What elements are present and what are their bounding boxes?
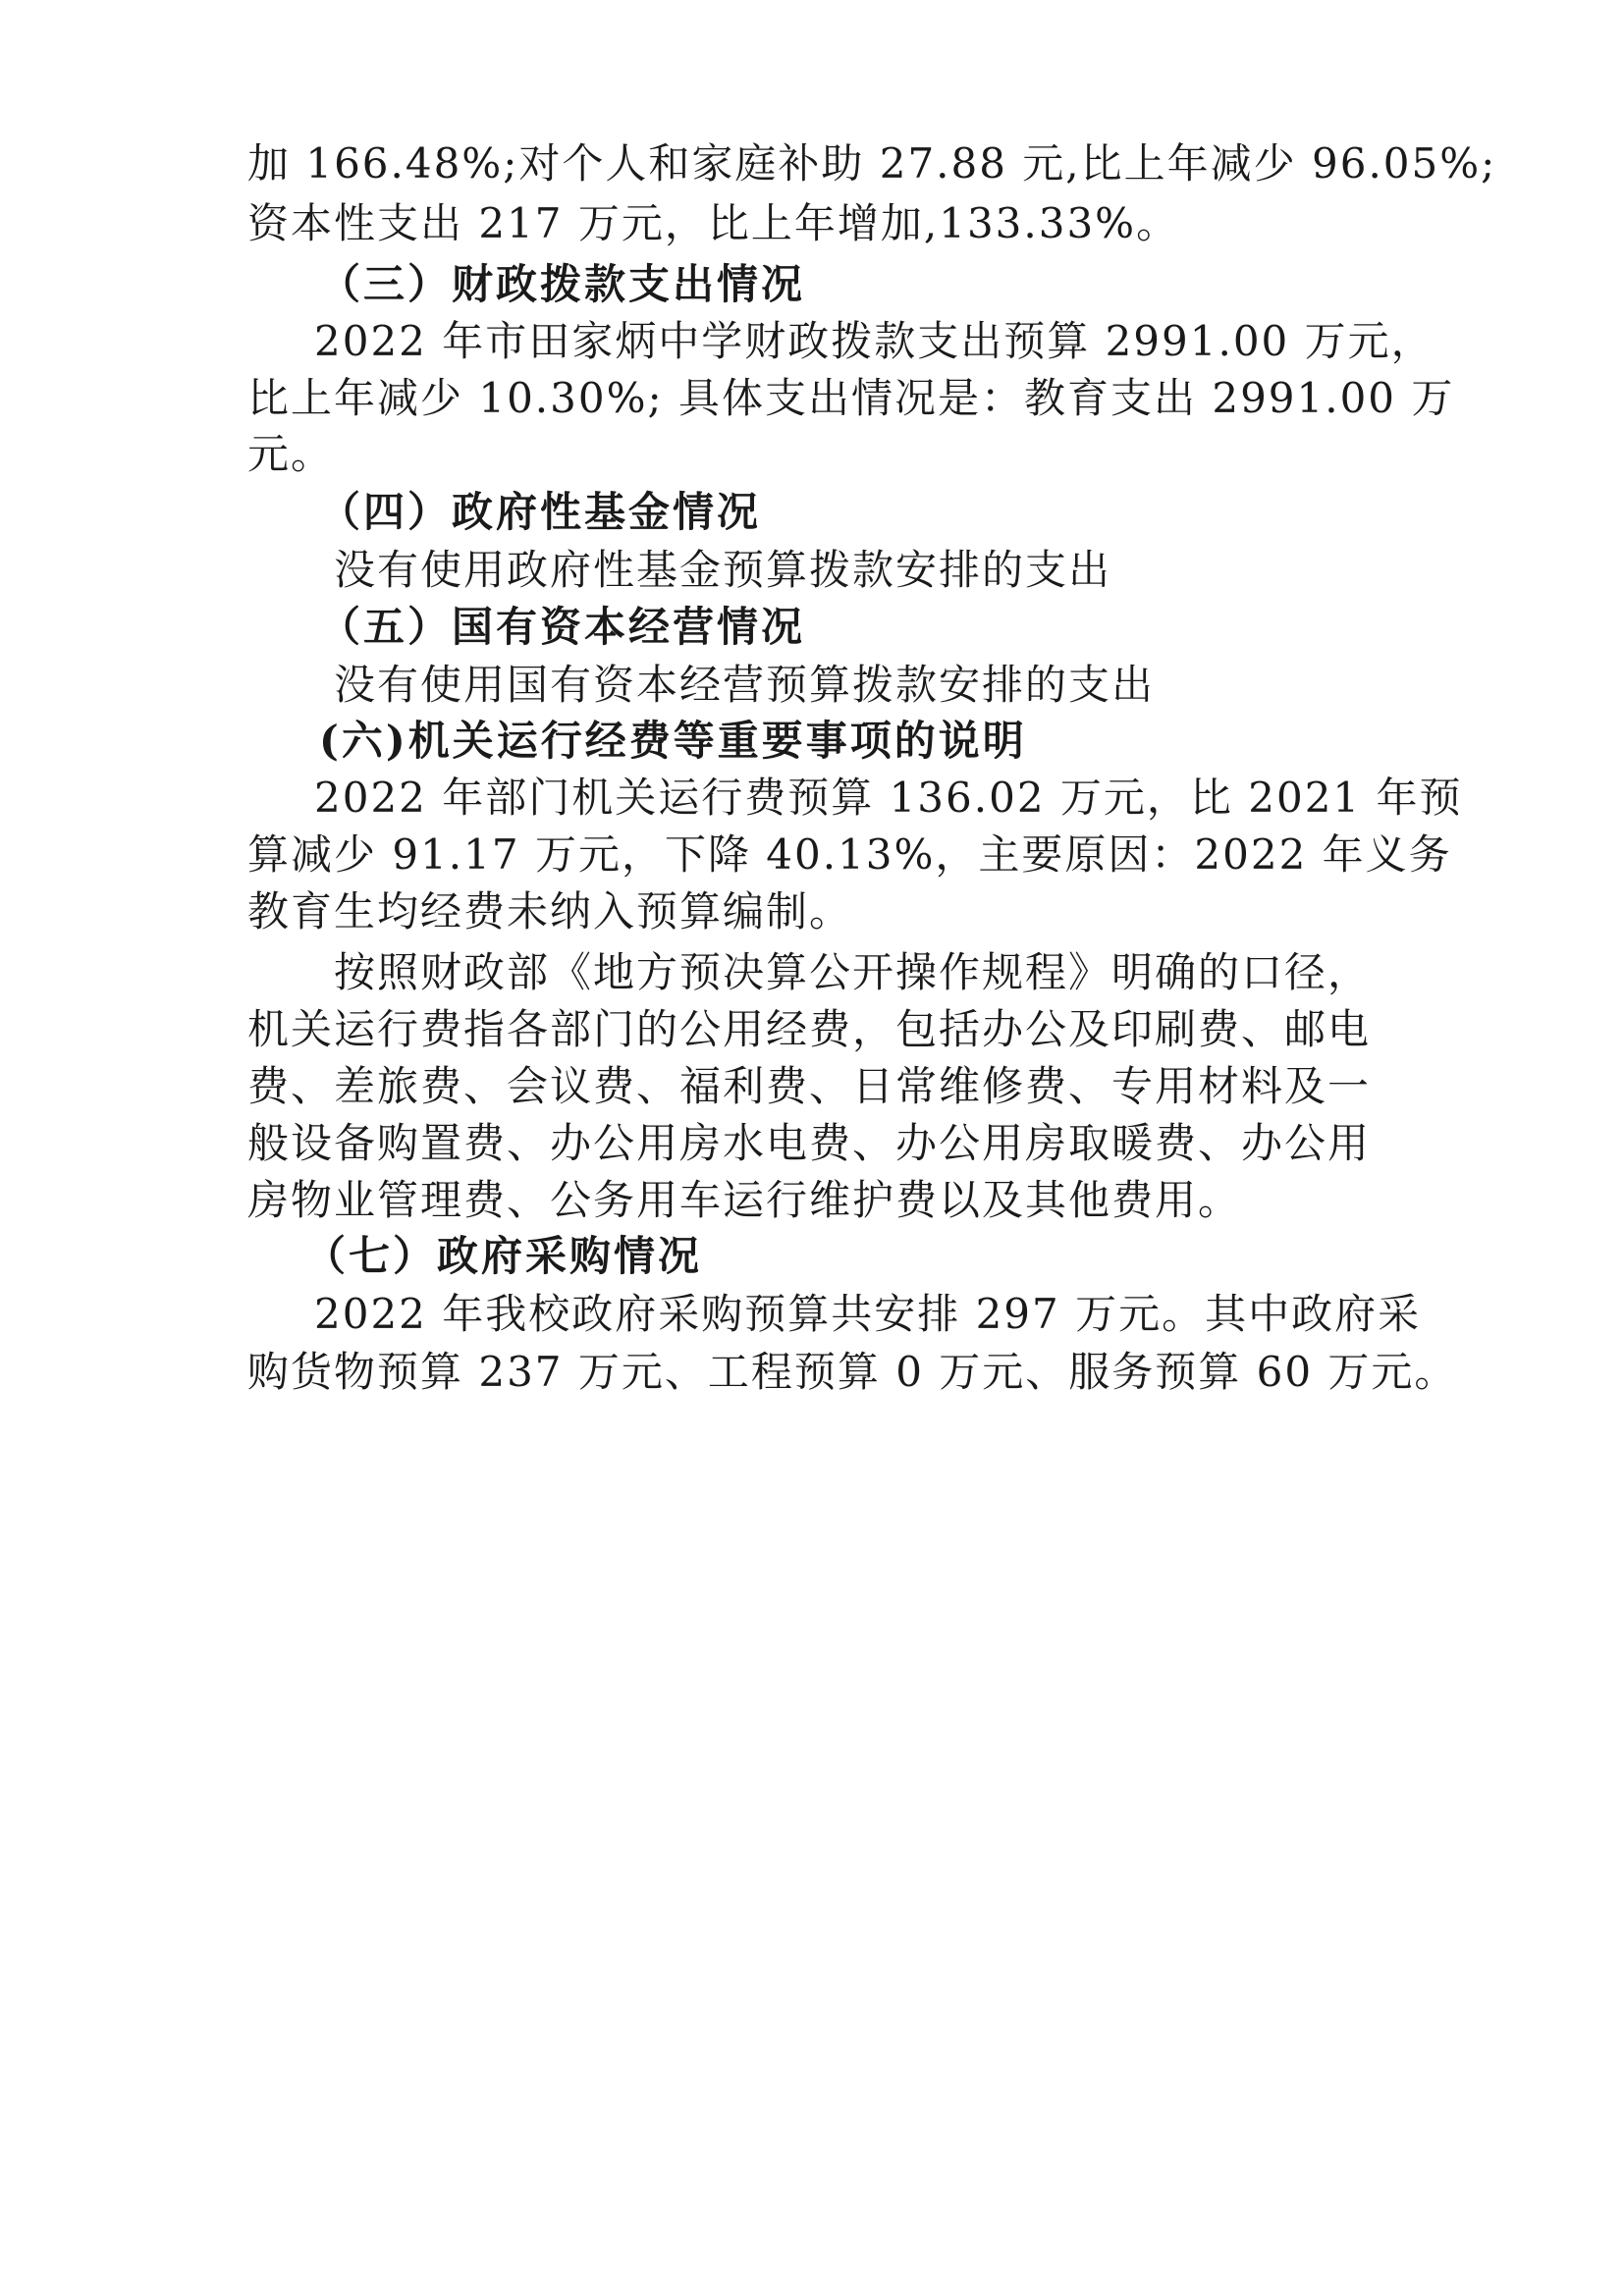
paragraph-line: 2022 年部门机关运行费预算 136.02 万元，比 2021 年预 [314, 774, 1463, 822]
paragraph-line: 教育生均经费未纳入预算编制。 [247, 887, 853, 935]
paragraph-line: 加 166.48%;对个人和家庭补助 27.88 元,比上年减少 96.05%; [247, 139, 1497, 187]
paragraph-line: 购货物预算 237 万元、工程预算 0 万元、服务预算 60 万元。 [247, 1348, 1458, 1396]
paragraph-line: 比上年减少 10.30%; 具体支出情况是：教育支出 2991.00 万 [247, 374, 1455, 422]
paragraph-line: 没有使用国有资本经营预算拨款安排的支出 [334, 661, 1156, 709]
paragraph-line: 2022 年我校政府采购预算共安排 297 万元。其中政府采 [314, 1290, 1422, 1338]
paragraph-line: 资本性支出 217 万元，比上年增加,133.33%。 [247, 199, 1180, 247]
paragraph-line: 房物业管理费、公务用车运行维护费以及其他费用。 [247, 1176, 1242, 1224]
section-heading-4: （四）政府性基金情况 [319, 488, 762, 536]
paragraph-line: 没有使用政府性基金预算拨款安排的支出 [334, 546, 1112, 594]
section-heading-7: （七）政府采购情况 [304, 1232, 703, 1280]
paragraph-line: 按照财政部《地方预决算公开操作规程》明确的口径， [334, 948, 1372, 996]
paragraph-line: 费、差旅费、会议费、福利费、日常维修费、专用材料及一 [247, 1062, 1372, 1110]
paragraph-line: 般设备购置费、办公用房水电费、办公用房取暖费、办公用 [247, 1119, 1372, 1167]
paragraph-line: 2022 年市田家炳中学财政拨款支出预算 2991.00 万元， [314, 317, 1435, 365]
section-heading-3: （三）财政拨款支出情况 [319, 260, 806, 308]
paragraph-line: 元。 [247, 430, 335, 478]
paragraph-line: 算减少 91.17 万元，下降 40.13%，主要原因：2022 年义务 [247, 830, 1452, 879]
section-heading-5: （五）国有资本经营情况 [319, 603, 806, 651]
section-heading-6: (六)机关运行经费等重要事项的说明 [319, 717, 1027, 765]
paragraph-line: 机关运行费指各部门的公用经费，包括办公及印刷费、邮电 [247, 1005, 1372, 1053]
